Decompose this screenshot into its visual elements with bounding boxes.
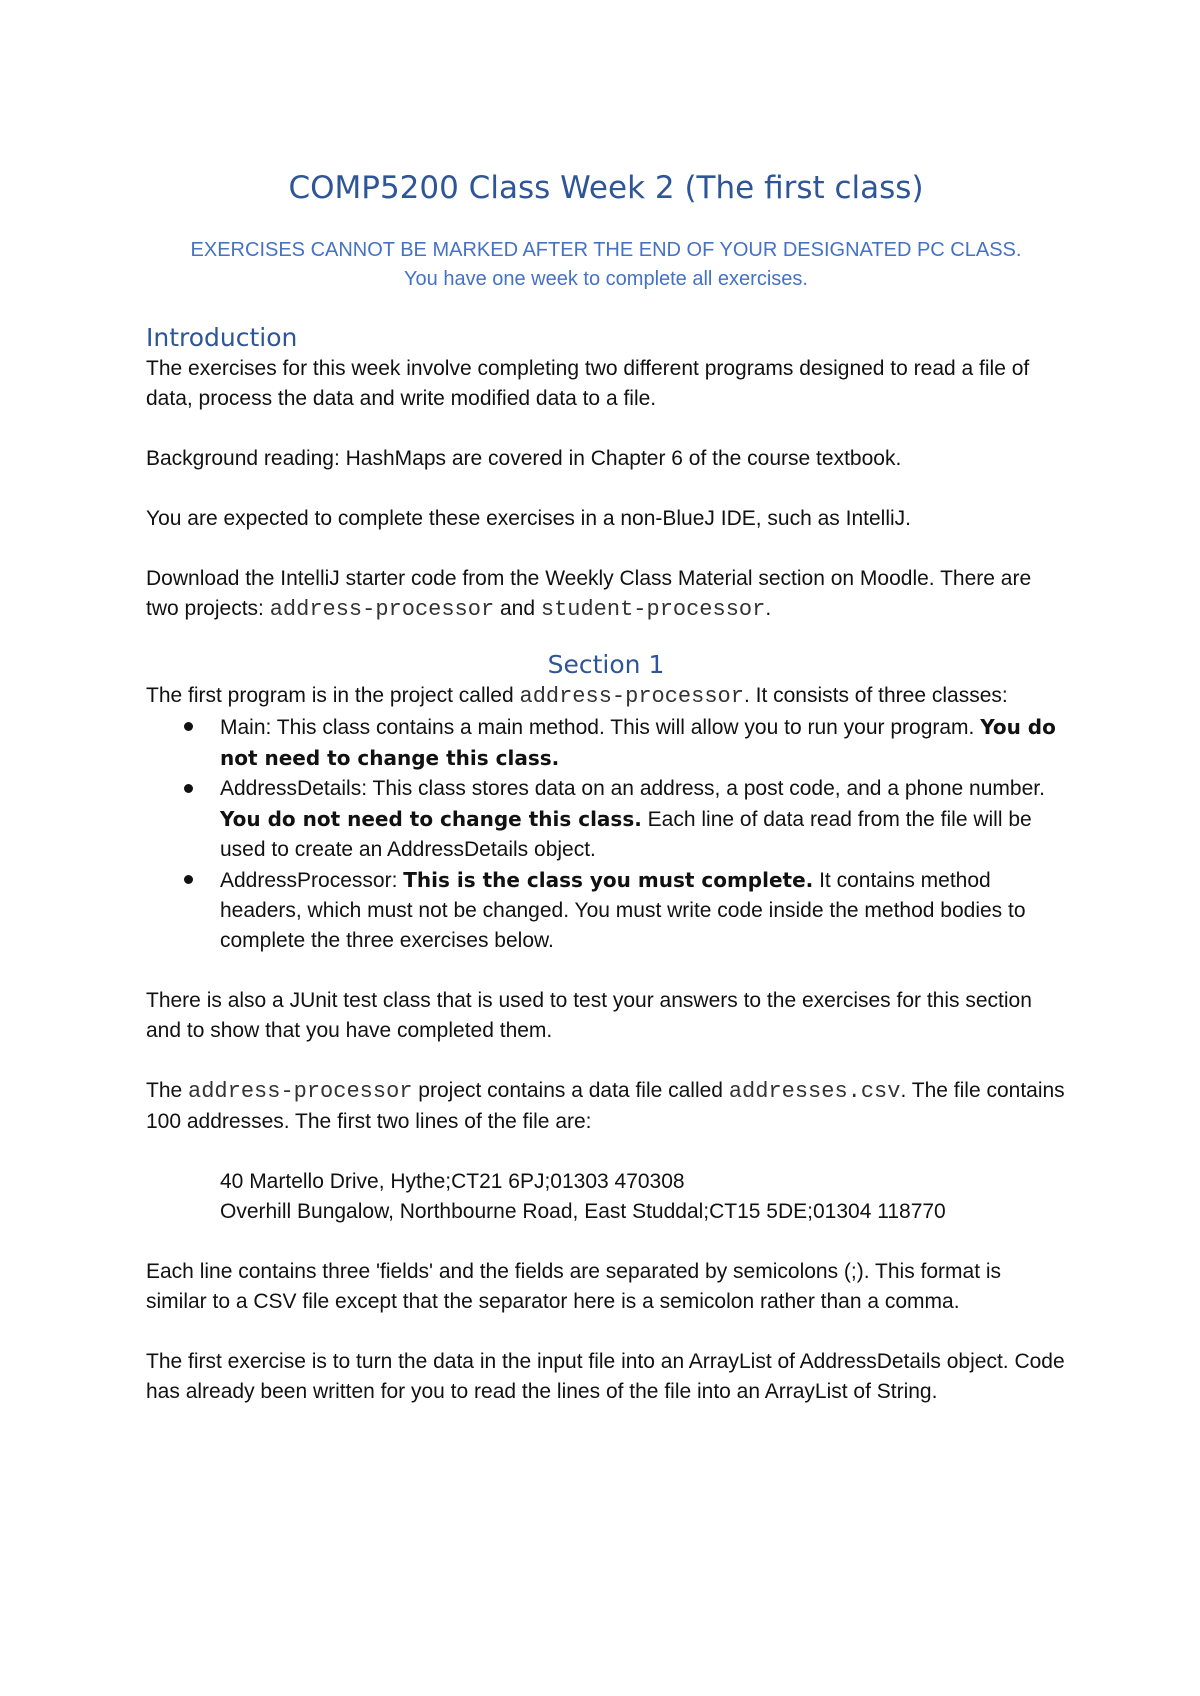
document-page bbox=[146, 168, 1066, 1407]
section1-p3-a: The bbox=[146, 1079, 189, 1102]
intro-paragraph-1: The exercises for this week involve completing two different programs designed to read a file of data, process the data and write modified data to a file. bbox=[146, 357, 1030, 410]
project-name-student: student-processor bbox=[540, 597, 766, 622]
section1-p1-text: The first program is in the project called bbox=[146, 684, 520, 707]
section1-p3-b: project contains a data file called bbox=[412, 1079, 729, 1102]
deadline-notice: EXERCISES CANNOT BE MARKED AFTER THE END OF YOUR DESIGNATED PC CLASS. bbox=[190, 239, 1022, 261]
list-item-text: AddressDetails: This class stores data on an address, a post code, and a phone number. bbox=[220, 777, 1045, 800]
list-item bbox=[220, 712, 1066, 774]
list-item-bold: You do not need to change this class. bbox=[220, 715, 1056, 770]
section1-paragraph-1 bbox=[146, 681, 1066, 712]
list-item bbox=[220, 774, 1066, 865]
section1-paragraph-5: The first exercise is to turn the data in the input file into an ArrayList of AddressDetails object. Code has already been written for you to read the lines of the file into an ArrayList of String. bbox=[146, 1350, 1065, 1403]
section-1-heading: Section 1 bbox=[547, 650, 665, 679]
intro-paragraph-2: Background reading: HashMaps are covered in Chapter 6 of the course textbook. bbox=[146, 447, 902, 470]
section1-paragraph-2: There is also a JUnit test class that is used to test your answers to the exercises for this section and to show that you have completed them. bbox=[146, 989, 1032, 1042]
class-list bbox=[146, 712, 1066, 956]
list-item-text: AddressProcessor: bbox=[220, 869, 404, 892]
time-notice: You have one week to complete all exercises. bbox=[404, 268, 808, 290]
introduction-heading: Introduction bbox=[146, 323, 298, 352]
intro-paragraph-3: You are expected to complete these exercises in a non-BlueJ IDE, such as IntelliJ. bbox=[146, 507, 911, 530]
list-item bbox=[220, 865, 1066, 956]
list-item-after: It contains method headers, which must not be changed. You must write code inside the method bodies to complete the three exercises below. bbox=[220, 869, 1026, 952]
section1-paragraph-4: Each line contains three 'fields' and the fields are separated by semicolons (;). This format is similar to a CSV file except that the separator here is a semicolon rather than a comma. bbox=[146, 1260, 1002, 1313]
project-name-code: address-processor bbox=[188, 1079, 413, 1104]
intro-p4-and: and bbox=[494, 597, 541, 620]
list-item-text: Main: This class contains a main method. This will allow you to run your program. bbox=[220, 716, 981, 739]
sample-line-1: 40 Martello Drive, Hythe;CT21 6PJ;01303 470308 bbox=[220, 1170, 685, 1193]
document-title: COMP5200 Class Week 2 (The first class) bbox=[288, 170, 924, 206]
section1-paragraph-3 bbox=[146, 1076, 1066, 1137]
list-item-bold: You do not need to change this class. bbox=[220, 807, 642, 831]
section1-p3-c: . The file contains 100 addresses. The first two lines of the file are: bbox=[146, 1079, 1065, 1133]
project-name-address: address-processor bbox=[269, 597, 495, 622]
list-item-after: Each line of data read from the file will be used to create an AddressDetails object. bbox=[220, 808, 1032, 861]
intro-p4-text: Download the IntelliJ starter code from the Weekly Class Material section on Moodle. There are two projects: bbox=[146, 567, 1032, 620]
data-file-name: addresses.csv bbox=[728, 1079, 901, 1104]
section1-p1-end: . It consists of three classes: bbox=[743, 684, 1008, 707]
intro-p4-end: . bbox=[765, 597, 772, 620]
project-name-code: address-processor bbox=[519, 684, 744, 709]
sample-line-2: Overhill Bungalow, Northbourne Road, East Studdal;CT15 5DE;01304 118770 bbox=[220, 1200, 946, 1223]
list-item-bold: This is the class you must complete. bbox=[403, 868, 814, 892]
intro-paragraph-4 bbox=[146, 564, 1066, 625]
